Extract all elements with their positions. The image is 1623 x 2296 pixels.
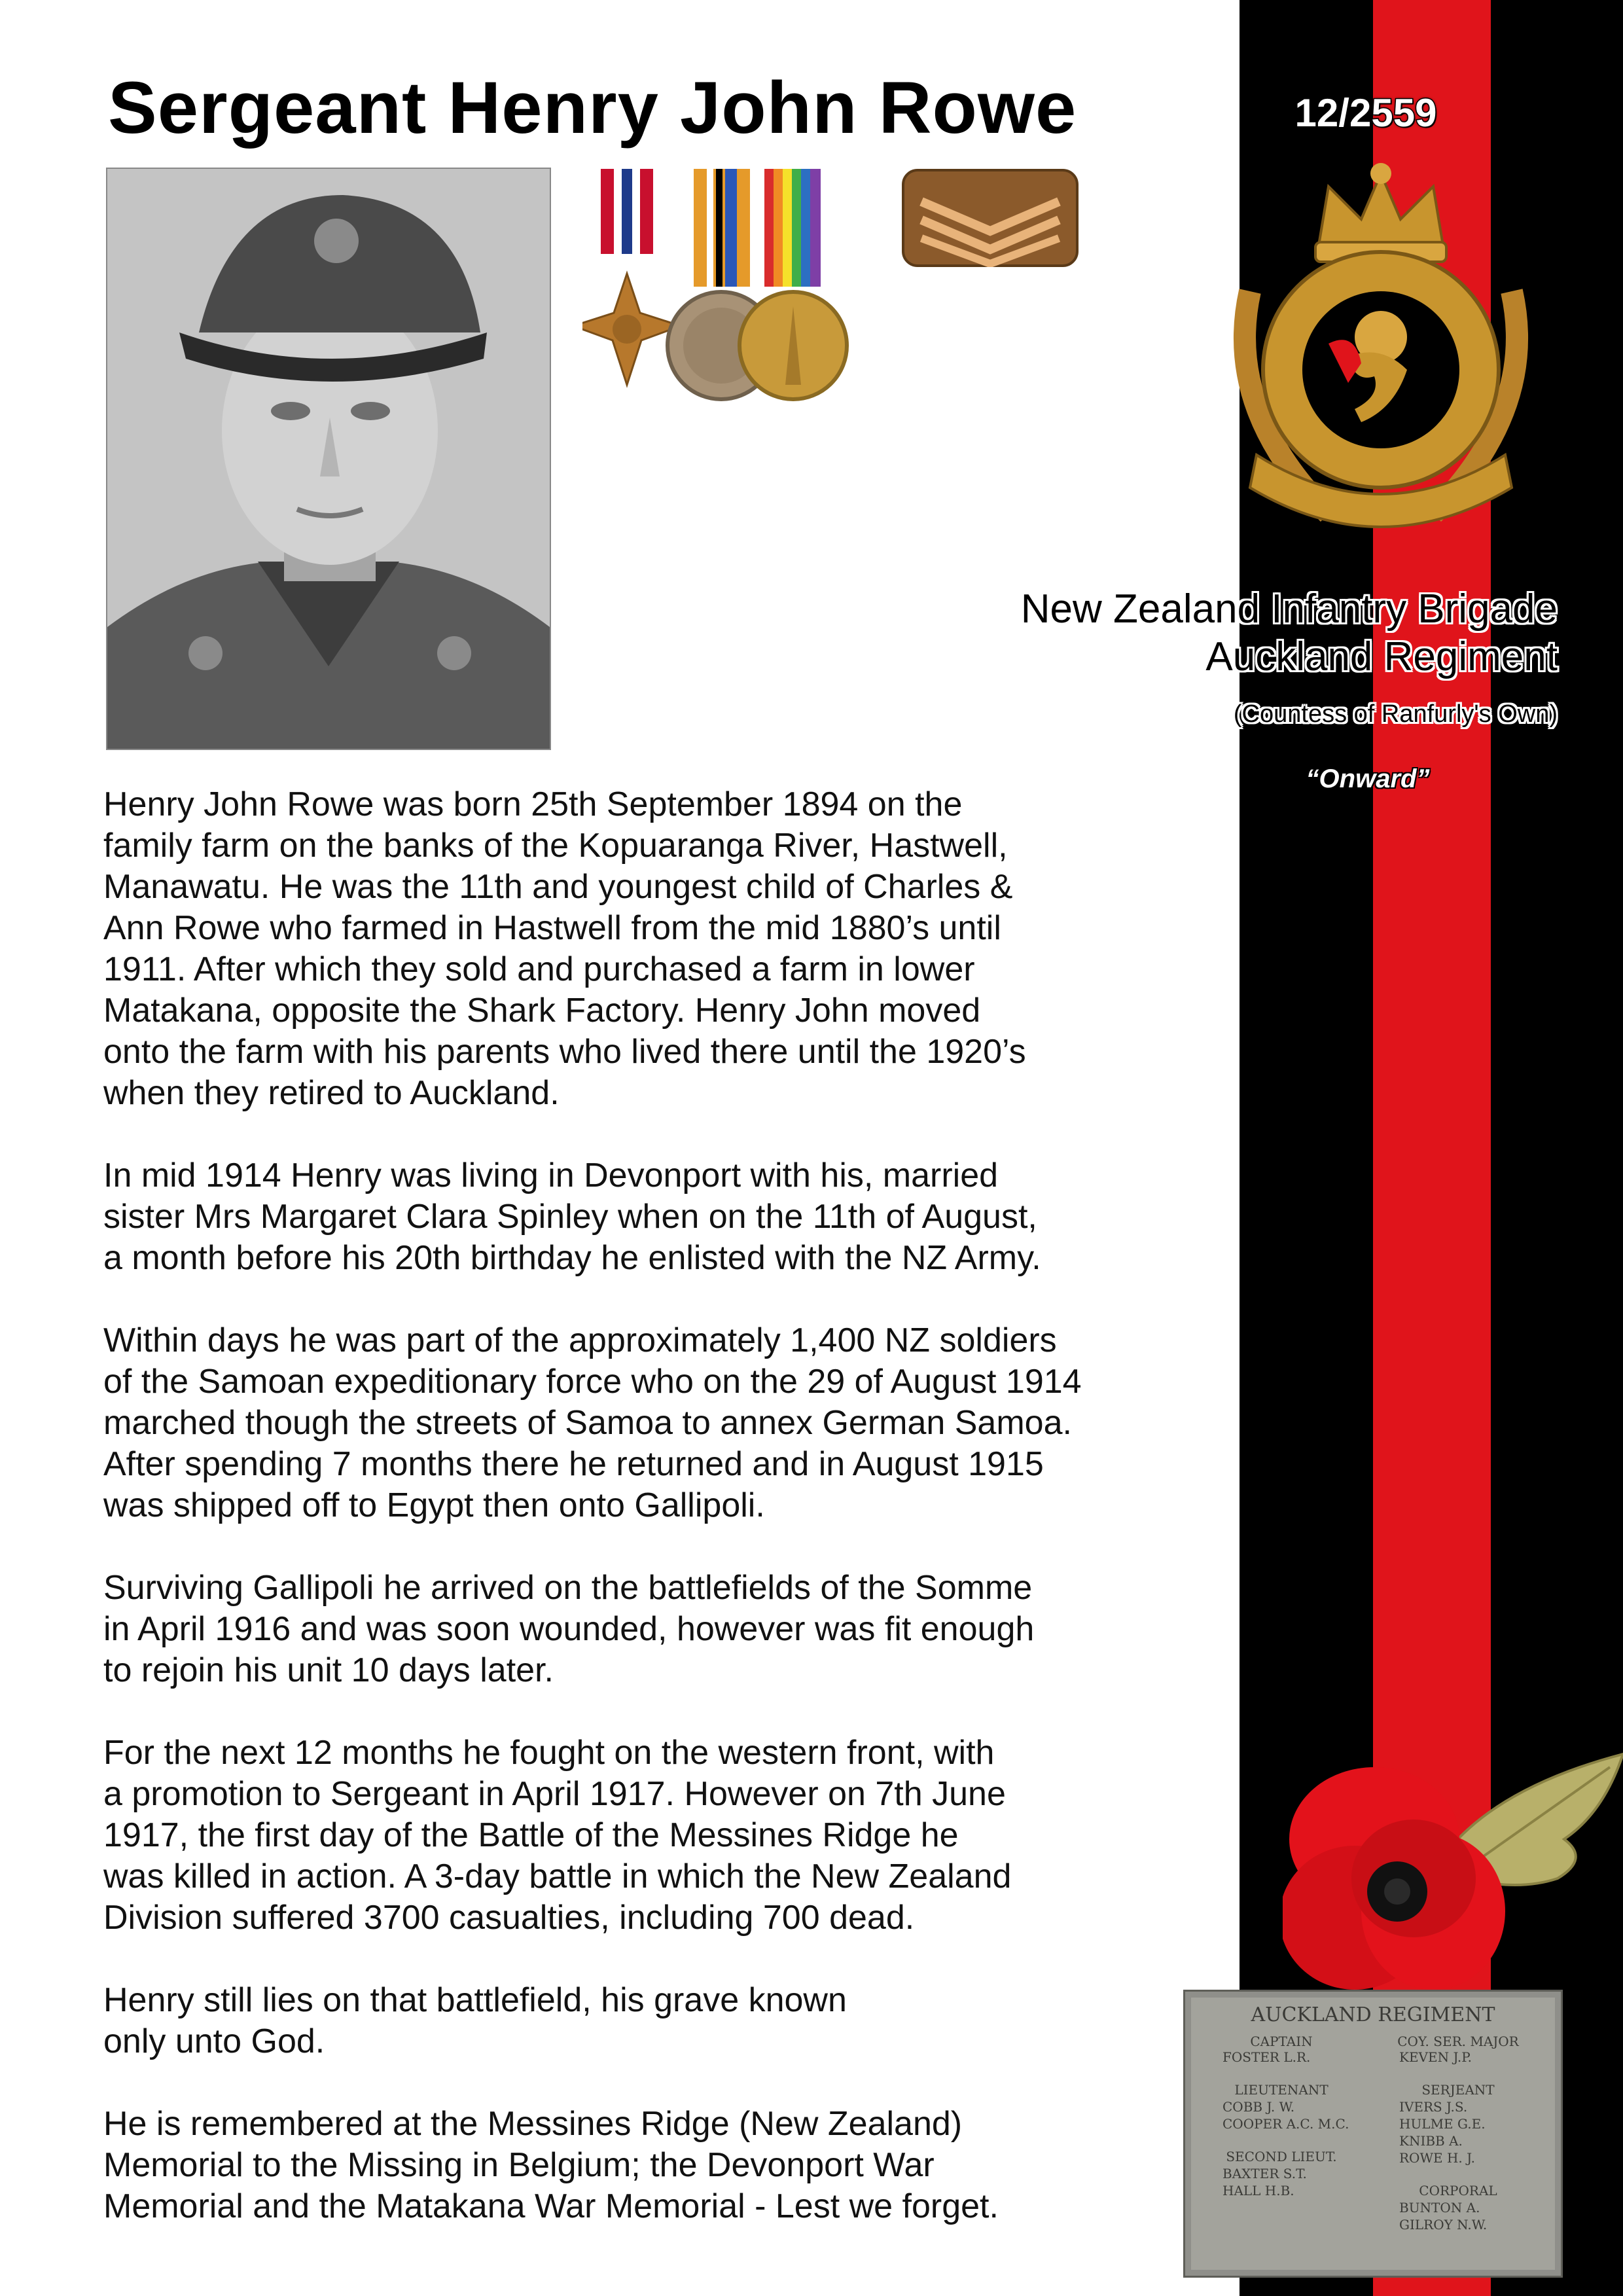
plaque-entry: KEVEN J.P.	[1399, 2049, 1472, 2065]
brigade-name: New Zealand Infantry Brigade	[1020, 586, 1558, 632]
plaque-entry: HULME G.E.	[1399, 2116, 1486, 2132]
service-number: 12/2559	[1294, 91, 1437, 135]
plaque-entry: BUNTON A.	[1399, 2200, 1480, 2215]
plaque-entry: SERJEANT	[1421, 2082, 1495, 2098]
memorial-plaque-image	[1183, 1990, 1563, 2278]
regiment-motto: “Onward”	[1306, 764, 1430, 793]
biography-paragraph: Henry still lies on that battlefield, his grave known only unto God.	[103, 1981, 847, 2060]
poppy-image	[1283, 1728, 1623, 2016]
plaque-entry: CAPTAIN	[1250, 2034, 1313, 2049]
plaque-entry: BAXTER S.T.	[1222, 2166, 1307, 2181]
plaque-heading: AUCKLAND REGIMENT	[1251, 2003, 1495, 2026]
biography-paragraph: He is remembered at the Messines Ridge (New Zealand) Memorial to the Missing in Belgium; the Devonport War Memorial and the Matakana War Memorial - Lest we forget.	[103, 2105, 999, 2225]
plaque-entry: ROWE H. J.	[1399, 2150, 1475, 2166]
plaque-entry: KNIBB A.	[1399, 2133, 1463, 2149]
plaque-entry: HALL H.B.	[1222, 2183, 1294, 2198]
sergeant-chevrons-image	[902, 169, 1079, 267]
plaque-entry: CORPORAL	[1419, 2183, 1497, 2198]
regiment-badge-image	[1198, 147, 1564, 553]
biography-paragraph: Henry John Rowe was born 25th September 1894 on the family farm on the banks of the Kopuaranga River, Hastwell, Manawatu. He was the 11th and youngest child of Charles & Ann Rowe who farmed in Hastwell from the mid 1880’s until 1911. After which they sold and purchased a farm in lower Matakana, opposite the Shark Factory. Henry John moved onto the farm with his parents who lived there until the 1920’s when they retired to Auckland.	[103, 785, 1026, 1112]
plaque-entry: FOSTER L.R.	[1222, 2049, 1311, 2065]
biography-paragraph: Surviving Gallipoli he arrived on the battlefields of the Somme in April 1916 and was soon wounded, however was fit enough to rejoin his unit 10 days later.	[103, 1569, 1035, 1689]
biography	[103, 784, 1216, 2269]
medals-image	[582, 169, 897, 411]
plaque-entry: LIEUTENANT	[1234, 2082, 1329, 2098]
plaque-entry: SECOND LIEUT.	[1226, 2149, 1337, 2164]
plaque-entry: COY. SER. MAJOR	[1397, 2034, 1519, 2049]
biography-paragraph: In mid 1914 Henry was living in Devonport with his, married sister Mrs Margaret Clara Spinley when on the 11th of August, a month before his 20th birthday he enlisted with the NZ Army.	[103, 1157, 1041, 1277]
regiment-subtitle: (Countess of Ranfurly's Own)	[1233, 700, 1558, 728]
biography-paragraph: For the next 12 months he fought on the western front, with a promotion to Sergeant in April 1917. However on 7th June 1917, the first day of the Battle of the Messines Ridge he was killed in action. A 3-day battle in which the New Zealand Division suffered 3700 casualties, including 700 dead.	[103, 1734, 1012, 1937]
plaque-entry: COBB J. W.	[1222, 2099, 1295, 2115]
page-title: Sergeant Henry John Rowe	[108, 67, 1077, 149]
plaque-entry: COOPER A.C. M.C.	[1222, 2116, 1349, 2132]
plaque-entry: GILROY N.W.	[1399, 2217, 1488, 2233]
soldier-portrait	[106, 168, 551, 750]
regiment-name: Auckland Regiment	[1205, 634, 1558, 679]
plaque-entry: IVERS J.S.	[1399, 2099, 1468, 2115]
biography-paragraph: Within days he was part of the approximately 1,400 NZ soldiers of the Samoan expeditionary force who on the 29 of August 1914 marched though the streets of Samoa to annex German Samoa. After spending 7 months there he returned and in August 1915 was shipped off to Egypt then onto Gallipoli.	[103, 1321, 1082, 1524]
